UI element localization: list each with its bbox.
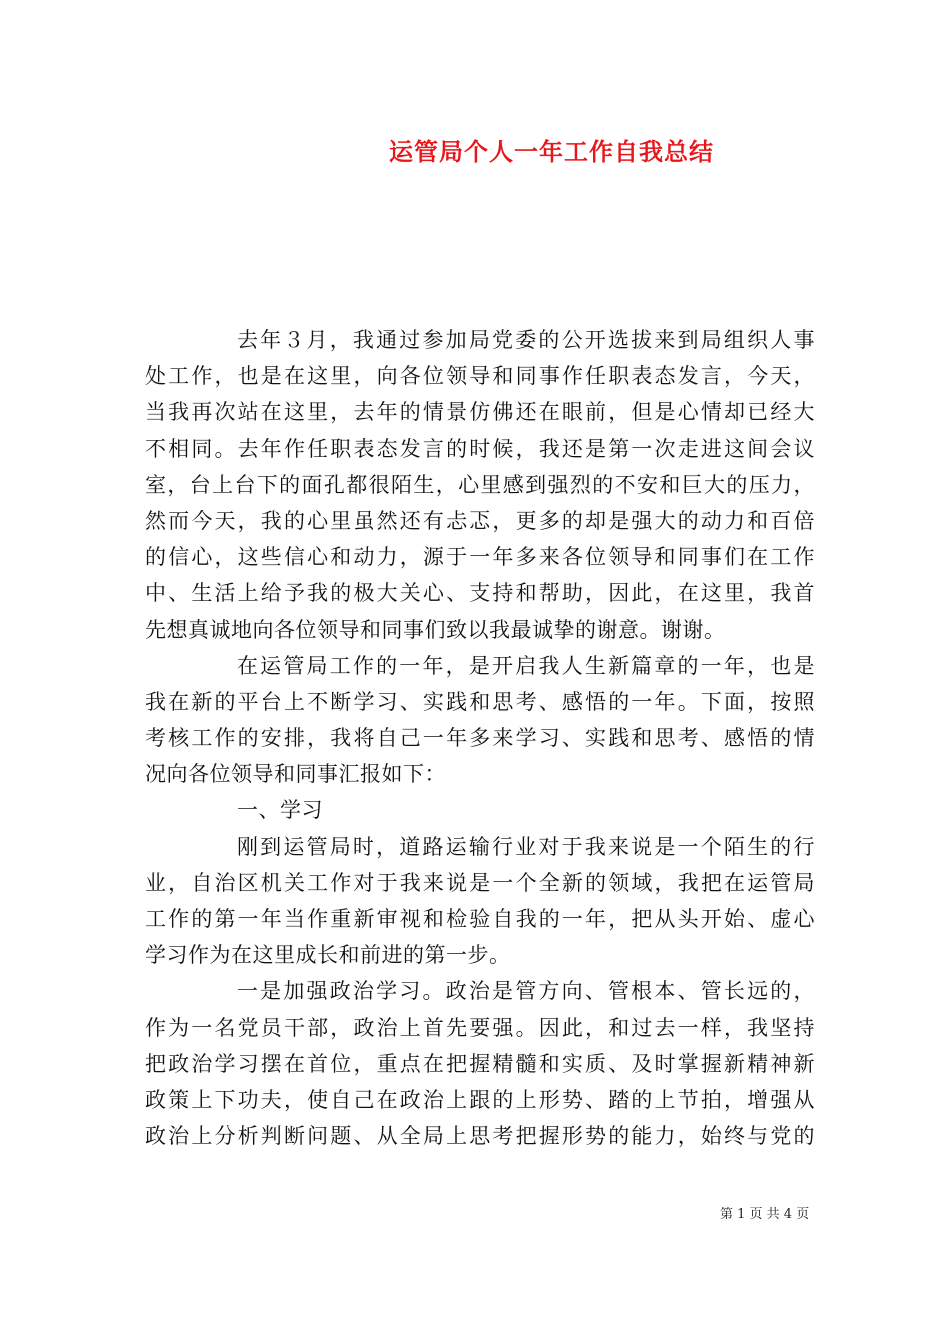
text-line: 考核工作的安排，我将自己一年多来学习、实践和思考、感悟的情 — [145, 726, 815, 751]
document-title: 运管局个人一年工作自我总结 — [389, 137, 714, 166]
text-line: 室，台上台下的面孔都很陌生，心里感到强烈的不安和巨大的压力， — [145, 472, 815, 497]
text-line: 去年３月，我通过参加局党委的公开选拔来到局组织人事 — [237, 328, 815, 352]
text-line: 先想真诚地向各位领导和同事们致以我最诚挚的谢意。谢谢。 — [145, 617, 726, 642]
text-line: 刚到运管局时，道路运输行业对于我来说是一个陌生的行 — [237, 834, 815, 859]
text-line: 一、学习 — [237, 798, 323, 823]
text-line: 把政治学习摆在首位，重点在把握精髓和实质、及时掌握新精神新 — [145, 1051, 815, 1076]
text-line: 一是加强政治学习。政治是管方向、管根本、管长远的， — [237, 979, 815, 1004]
text-line: 在运管局工作的一年，是开启我人生新篇章的一年，也是 — [237, 653, 815, 678]
text-line: 处工作，也是在这里，向各位领导和同事作任职表态发言，今天， — [145, 364, 815, 389]
text-line: 学习作为在这里成长和前进的第一步。 — [145, 943, 511, 968]
text-line: 业，自治区机关工作对于我来说是一个全新的领域，我把在运管局 — [145, 870, 815, 895]
text-line: 况向各位领导和同事汇报如下： — [145, 762, 446, 787]
page-footer: 第 1 页 共 4 页 — [720, 1207, 810, 1222]
text-line: 不相同。去年作任职表态发言的时候，我还是第一次走进这间会议 — [145, 436, 815, 461]
text-line: 政治上分析判断问题、从全局上思考把握形势的能力，始终与党的 — [145, 1124, 815, 1149]
document-body — [145, 322, 815, 1154]
text-line: 我在新的平台上不断学习、实践和思考、感悟的一年。下面，按照 — [145, 689, 815, 714]
text-line: 中、生活上给予我的极大关心、支持和帮助，因此，在这里，我首 — [145, 581, 815, 606]
text-line: 政策上下功夫，使自己在政治上跟的上形势、踏的上节拍，增强从 — [145, 1087, 815, 1112]
text-line: 工作的第一年当作重新审视和检验自我的一年，把从头开始、虚心 — [145, 907, 815, 931]
text-line: 当我再次站在这里，去年的情景仿佛还在眼前，但是心情却已经大 — [145, 400, 815, 425]
text-line: 然而今天，我的心里虽然还有忐忑，更多的却是强大的动力和百倍 — [145, 508, 815, 533]
text-line: 作为一名党员干部，政治上首先要强。因此，和过去一样，我坚持 — [145, 1015, 815, 1040]
text-line: 的信心，这些信心和动力，源于一年多来各位领导和同事们在工作 — [145, 545, 815, 570]
